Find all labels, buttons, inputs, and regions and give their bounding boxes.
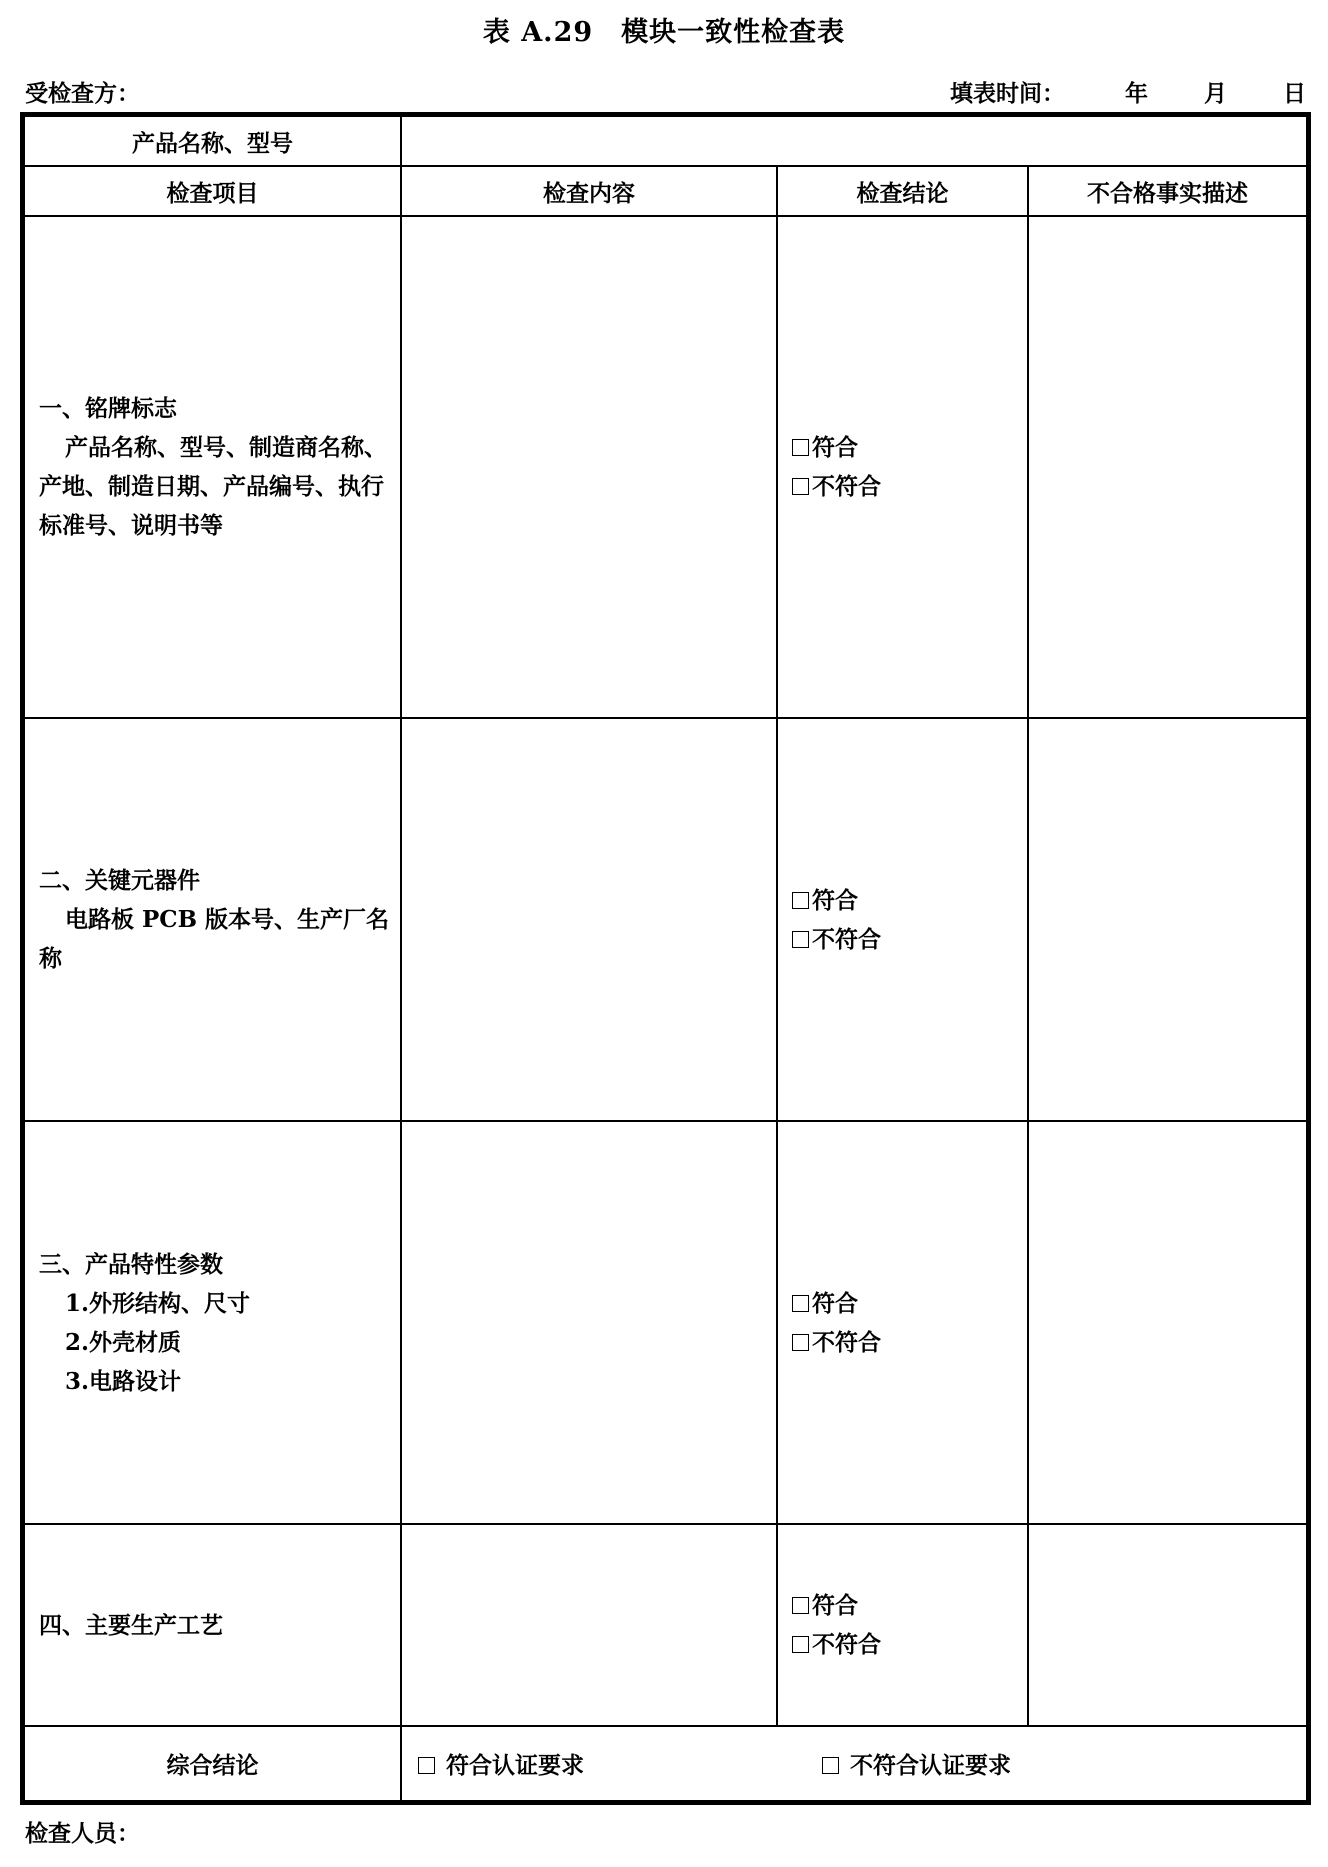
product-name-field[interactable] <box>401 116 1307 166</box>
check-item-title: 四、主要生产工艺 <box>39 1611 223 1639</box>
table-row <box>24 1524 1307 1726</box>
summary-option-fail[interactable]: 不符合认证要求 <box>822 1747 1011 1780</box>
check-item-title: 一、铭牌标志 <box>39 395 177 422</box>
conclusion-cell <box>777 1121 1028 1524</box>
check-item-detail: 1.外形结构、尺寸 <box>65 1289 251 1317</box>
option-conform[interactable]: 符合 <box>792 1586 1027 1625</box>
fill-time-label: 填表时间： <box>949 80 1065 107</box>
checkbox-icon[interactable] <box>792 892 809 909</box>
check-item-detail: 产品名称、型号、制造商名称、产地、制造日期、产品编号、执行标准号、说明书等 <box>39 434 387 539</box>
check-item-cell <box>24 718 401 1121</box>
fill-time <box>950 75 1306 108</box>
table-row <box>24 216 1307 718</box>
check-item-detail: 2.外壳材质 <box>65 1328 182 1356</box>
nonconformity-cell[interactable] <box>1028 216 1307 718</box>
page-title: 表 A.29 模块一致性检查表 <box>482 17 846 48</box>
check-content-cell[interactable] <box>401 1524 777 1726</box>
checkbox-icon[interactable] <box>792 1636 809 1653</box>
nonconformity-cell[interactable] <box>1028 1524 1307 1726</box>
option-nonconform[interactable]: 不符合 <box>792 1323 1027 1362</box>
checkbox-icon[interactable] <box>792 931 809 948</box>
product-name-label: 产品名称、型号 <box>24 116 401 166</box>
check-item-detail: 3.电路设计 <box>65 1367 182 1395</box>
option-conform[interactable]: 符合 <box>792 1284 1027 1323</box>
option-conform[interactable]: 符合 <box>792 881 1027 920</box>
header-check-item: 检查项目 <box>24 166 401 216</box>
nonconformity-cell[interactable] <box>1028 1121 1307 1524</box>
check-content-cell[interactable] <box>401 718 777 1121</box>
inspection-form-table <box>23 115 1308 1802</box>
inspected-party-label: 受检查方： <box>25 80 140 107</box>
header-check-conclusion: 检查结论 <box>777 166 1028 216</box>
checkbox-icon[interactable] <box>792 1295 809 1312</box>
summary-option-pass[interactable]: 符合认证要求 <box>418 1747 584 1780</box>
conclusion-cell <box>777 718 1028 1121</box>
date-year-label: 年 <box>1124 80 1148 107</box>
checkbox-icon[interactable] <box>792 1334 809 1351</box>
check-item-title: 三、产品特性参数 <box>39 1250 223 1278</box>
check-content-cell[interactable] <box>401 1121 777 1524</box>
checkbox-icon[interactable] <box>792 1597 809 1614</box>
checkbox-icon[interactable] <box>792 478 809 495</box>
date-month-label: 月 <box>1203 80 1227 107</box>
inspector-label: 检查人员： <box>25 1820 140 1847</box>
checkbox-icon[interactable] <box>822 1757 839 1774</box>
header-check-content: 检查内容 <box>401 166 777 216</box>
conclusion-cell <box>777 216 1028 718</box>
table-row <box>24 1121 1307 1524</box>
summary-options <box>401 1726 1307 1801</box>
date-day-label: 日 <box>1283 80 1306 107</box>
conclusion-cell <box>777 1524 1028 1726</box>
checkbox-icon[interactable] <box>792 439 809 456</box>
check-item-cell <box>24 1121 401 1524</box>
check-item-cell <box>24 1524 401 1726</box>
header-nonconformity: 不合格事实描述 <box>1028 166 1307 216</box>
option-nonconform[interactable]: 不符合 <box>792 1625 1027 1664</box>
nonconformity-cell[interactable] <box>1028 718 1307 1121</box>
check-item-title: 二、关键元器件 <box>39 867 200 894</box>
table-row <box>24 718 1307 1121</box>
option-nonconform[interactable]: 不符合 <box>792 920 1027 959</box>
option-nonconform[interactable]: 不符合 <box>792 467 1027 506</box>
check-content-cell[interactable] <box>401 216 777 718</box>
checkbox-icon[interactable] <box>418 1757 435 1774</box>
check-item-cell <box>24 216 401 718</box>
option-conform[interactable]: 符合 <box>792 428 1027 467</box>
check-item-detail: 电路板 PCB 版本号、生产厂名称 <box>39 906 390 972</box>
summary-label: 综合结论 <box>24 1726 401 1801</box>
summary-row <box>24 1726 1307 1801</box>
